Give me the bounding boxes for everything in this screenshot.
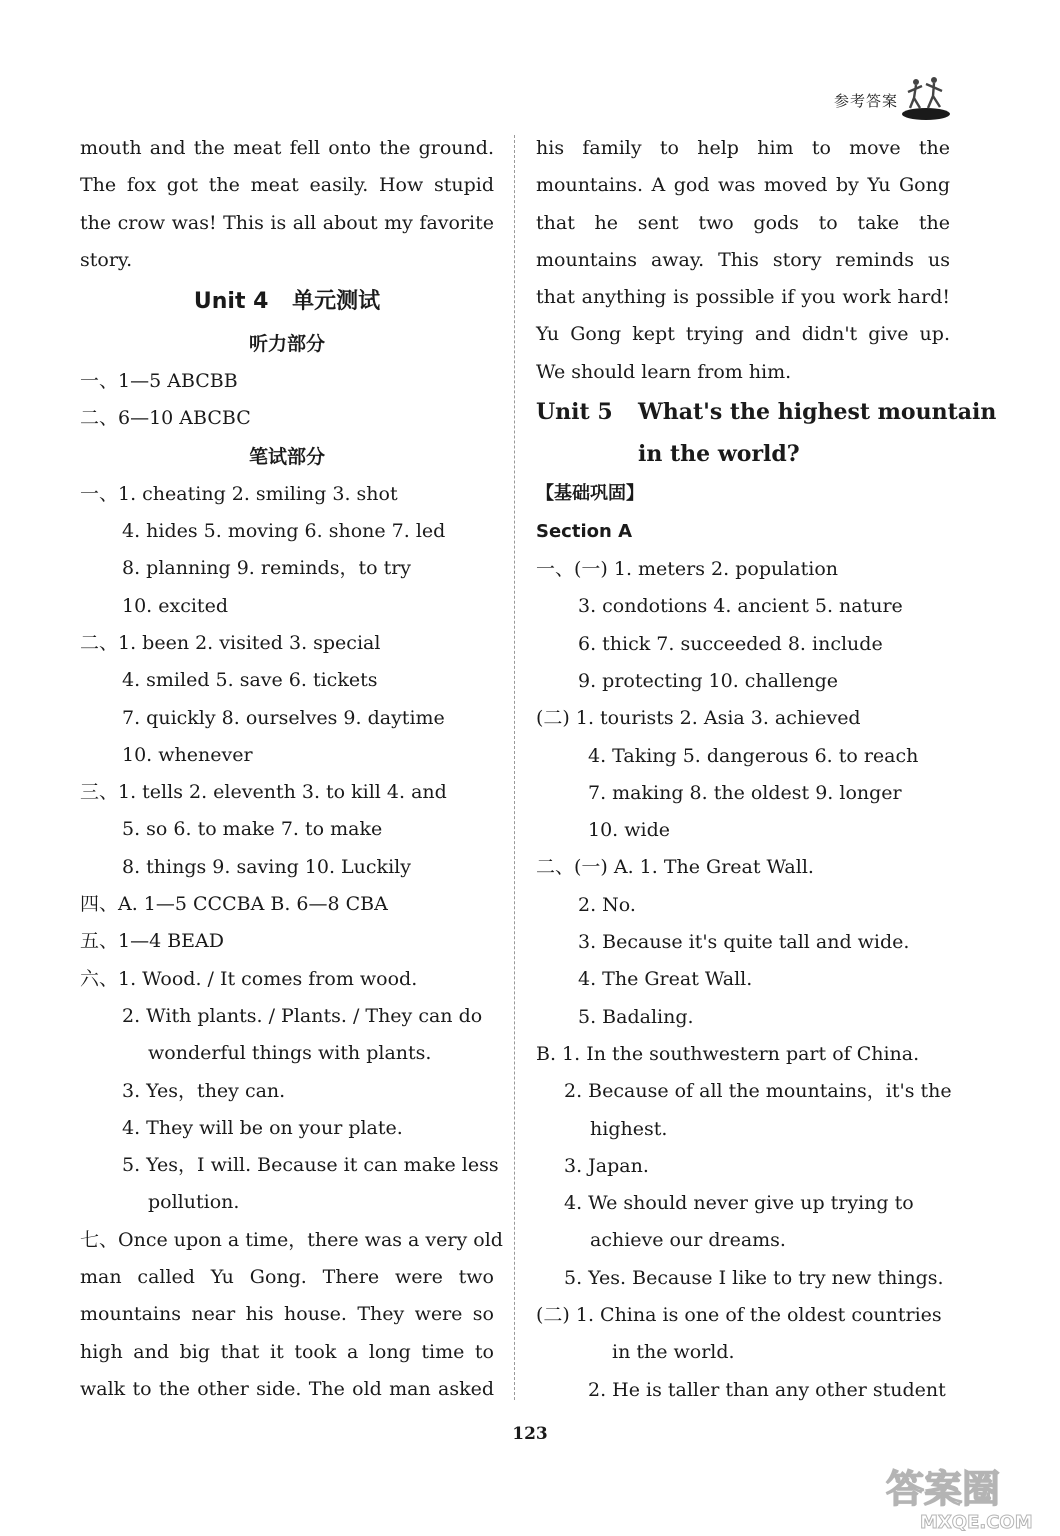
text-line: mountains. A god was moved by Yu Gong [536, 174, 950, 197]
answer-line: 六、1. Wood. / It comes from wood. [80, 967, 418, 990]
text-line: that he sent two gods to take the [536, 211, 950, 234]
answer-line: 二、1. been 2. visited 3. special [80, 631, 381, 654]
watermark-url: MXQE.COM [920, 1512, 1033, 1533]
text-line: that anything is possible if you work hard! [536, 286, 950, 309]
answer-line: 2. He is taller than any other student [588, 1378, 946, 1401]
answer-line: 4. hides 5. moving 6. shone 7. led [122, 520, 446, 543]
answer-line: 5. Yes. Because I like to try new things. [564, 1266, 944, 1289]
unit5-title [536, 391, 997, 433]
answer-line: 2. Because of all the mountains，it's the [564, 1080, 952, 1103]
answer-line: (二) 1. tourists 2. Asia 3. achieved [536, 707, 861, 730]
answer-line: 10. excited [122, 594, 228, 617]
answer-line: 三、1. tells 2. eleventh 3. to kill 4. and [80, 781, 447, 804]
watermark-logo [880, 1462, 1058, 1534]
answer-line: man called Yu Gong. There were two [80, 1266, 494, 1289]
text-line: mouth and the meat fell onto the ground. [80, 137, 494, 159]
answer-line: mountains near his house. They were so [80, 1303, 494, 1326]
answer-line: wonderful things with plants. [148, 1042, 432, 1065]
unit5-number: Unit 5 [536, 399, 613, 426]
answer-line: pollution. [148, 1191, 240, 1214]
answer-line: 3. Yes，they can. [122, 1079, 286, 1102]
text-line: mountains away. This story reminds us [536, 248, 950, 271]
answer-line: 7. quickly 8. ourselves 9. daytime [122, 706, 445, 729]
answer-line: 一、1. cheating 2. smiling 3. shot [80, 482, 398, 505]
unit5-title-line2: in the world? [638, 441, 800, 468]
answer-line: 4. We should never give up trying to [564, 1192, 914, 1215]
answer-line: 4. Taking 5. dangerous 6. to reach [588, 744, 919, 767]
answer-line: 10. whenever [122, 743, 253, 766]
answer-line: walk to the other side. The old man asked [80, 1377, 494, 1400]
text-line: the crow was! This is all about my favorite [80, 211, 494, 234]
answer-line: 8. planning 9. reminds，to try [122, 557, 412, 580]
answer-line: 五、1—4 BEAD [80, 930, 225, 953]
header-label: 参考答案 [834, 92, 899, 110]
answer-line: 5. Badaling. [578, 1005, 694, 1028]
column-divider [514, 135, 515, 1400]
answer-line: high and big that it took a long time to [80, 1340, 494, 1363]
answer-line: 6. thick 7. succeeded 8. include [578, 632, 883, 655]
answer-line: 3. condotions 4. ancient 5. nature [578, 595, 903, 618]
text-line: Yu Gong kept trying and didn't give up. [536, 323, 950, 346]
answer-line: 4. The Great Wall. [578, 968, 753, 991]
answer-line: 7. making 8. the oldest 9. longer [588, 781, 902, 804]
answer-line: 一、(一) 1. meters 2. population [536, 558, 839, 581]
right-column [536, 130, 997, 1409]
answer-line: 2. With plants. / Plants. / They can do [122, 1004, 483, 1027]
answer-line: 二、6—10 ABCBC [80, 407, 251, 430]
text-line: his family to help him to move the [536, 137, 950, 159]
watermark-text: 答案圈 [886, 1467, 1001, 1511]
answer-line: 二、(一) A. 1. The Great Wall. [536, 856, 814, 879]
answer-line: 2. No. [578, 893, 636, 916]
answer-line: 10. wide [588, 819, 671, 842]
answer-line: 5. Yes，I will. Because it can make less [122, 1154, 499, 1177]
answer-line: in the world. [612, 1341, 735, 1364]
writing-heading: 笔试部分 [248, 445, 325, 468]
unit5-title-line1: What's the highest mountain [638, 399, 997, 426]
text-line: The fox got the meat easily. How stupid [80, 174, 494, 197]
listening-heading: 听力部分 [248, 333, 325, 356]
answer-line: 9. protecting 10. challenge [578, 669, 839, 692]
answer-line: 3. Because it's quite tall and wide. [578, 931, 910, 954]
unit4-name: 单元测试 [292, 289, 381, 315]
page-number: 123 [512, 1424, 548, 1444]
answer-line: B. 1. In the southwestern part of China. [536, 1042, 920, 1065]
answer-line: 5. so 6. to make 7. to make [122, 818, 383, 841]
section-heading: Section A [536, 521, 632, 543]
answer-line: 4. They will be on your plate. [122, 1116, 403, 1139]
text-line: We should learn from him. [536, 360, 792, 383]
left-column [80, 130, 503, 1408]
answer-line: 四、A. 1—5 CCCBA B. 6—8 CBA [80, 893, 388, 916]
answer-line: highest. [590, 1117, 668, 1140]
answer-line: 一、1—5 ABCBB [80, 370, 238, 393]
text-line: story. [80, 248, 133, 271]
unit4-number: Unit 4 [193, 289, 269, 315]
unit4-title [80, 279, 494, 325]
section-tag: 【基础巩固】 [536, 483, 644, 505]
answer-line: 七、Once upon a time，there was a very old [80, 1228, 503, 1251]
answer-line: 4. smiled 5. save 6. tickets [122, 669, 378, 692]
answer-line: (二) 1. China is one of the oldest countries [536, 1304, 942, 1327]
answer-line: 8. things 9. saving 10. Luckily [122, 855, 411, 878]
answer-line: 3. Japan. [564, 1154, 649, 1177]
runners-logo-icon [900, 74, 952, 122]
answer-line: achieve our dreams. [590, 1229, 786, 1252]
